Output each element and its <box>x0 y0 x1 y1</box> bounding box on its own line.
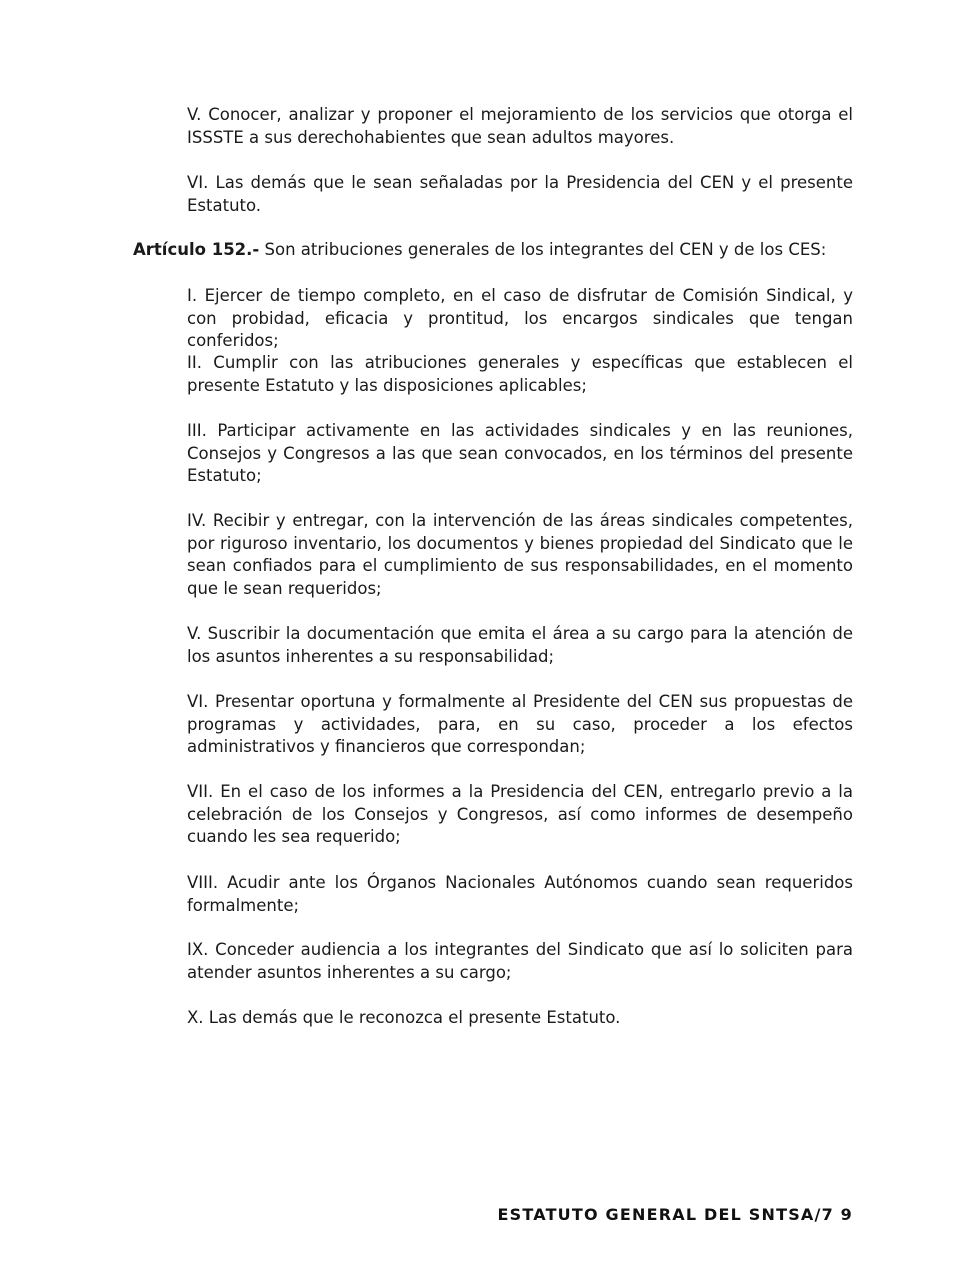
article-label: Artículo 152.- <box>133 240 260 259</box>
list-item-v: V. Suscribir la documentación que emita el área a su cargo para la atención de los asuntos inherentes a su responsabilidad; <box>187 624 853 666</box>
list-item-i: I. Ejercer de tiempo completo, en el caso de disfrutar de Comisión Sindical, y con probidad, eficacia y prontitud, los encargos sindicales que tengan conferidos; <box>187 286 853 351</box>
page-footer: ESTATUTO GENERAL DEL SNTSA/7 9 <box>497 1205 853 1224</box>
list-item-iii: III. Participar activamente en las actividades sindicales y en las reuniones, Consejos y Congresos a las que sean convocados, en los términos del presente Estatuto; <box>187 421 853 486</box>
article-text: Son atribuciones generales de los integrantes del CEN y de los CES: <box>259 240 827 259</box>
prior-item-v: V. Conocer, analizar y proponer el mejoramiento de los servicios que otorga el ISSSTE a sus derechohabientes que sean adultos mayores. <box>187 105 853 147</box>
prior-item-vi: VI. Las demás que le sean señaladas por la Presidencia del CEN y el presente Estatuto. <box>187 173 853 215</box>
list-item-ii: II. Cumplir con las atribuciones generales y específicas que establecen el presente Estatuto y las disposiciones aplicables; <box>187 353 853 395</box>
list-item-ix: IX. Conceder audiencia a los integrantes del Sindicato que así lo soliciten para atender asuntos inherentes a su cargo; <box>187 940 853 982</box>
list-item-iv: IV. Recibir y entregar, con la intervención de las áreas sindicales competentes, por riguroso inventario, los documentos y bienes propiedad del Sindicato que le sean confiados para el cumplimiento de sus responsabilidades, en el momento que le sean requeridos; <box>187 511 853 598</box>
list-item-x: X. Las demás que le reconozca el presente Estatuto. <box>187 1008 621 1027</box>
list-item-viii: VIII. Acudir ante los Órganos Nacionales Autónomos cuando sean requeridos formalmente; <box>187 873 853 915</box>
list-item-vi: VI. Presentar oportuna y formalmente al Presidente del CEN sus propuestas de programas y actividades, para, en su caso, proceder a los efectos administrativos y financieros que correspondan; <box>187 692 853 757</box>
list-item-vii: VII. En el caso de los informes a la Presidencia del CEN, entregarlo previo a la celebración de los Consejos y Congresos, así como informes de desempeño cuando les sea requerido; <box>187 782 853 847</box>
article-152-heading <box>133 239 853 262</box>
